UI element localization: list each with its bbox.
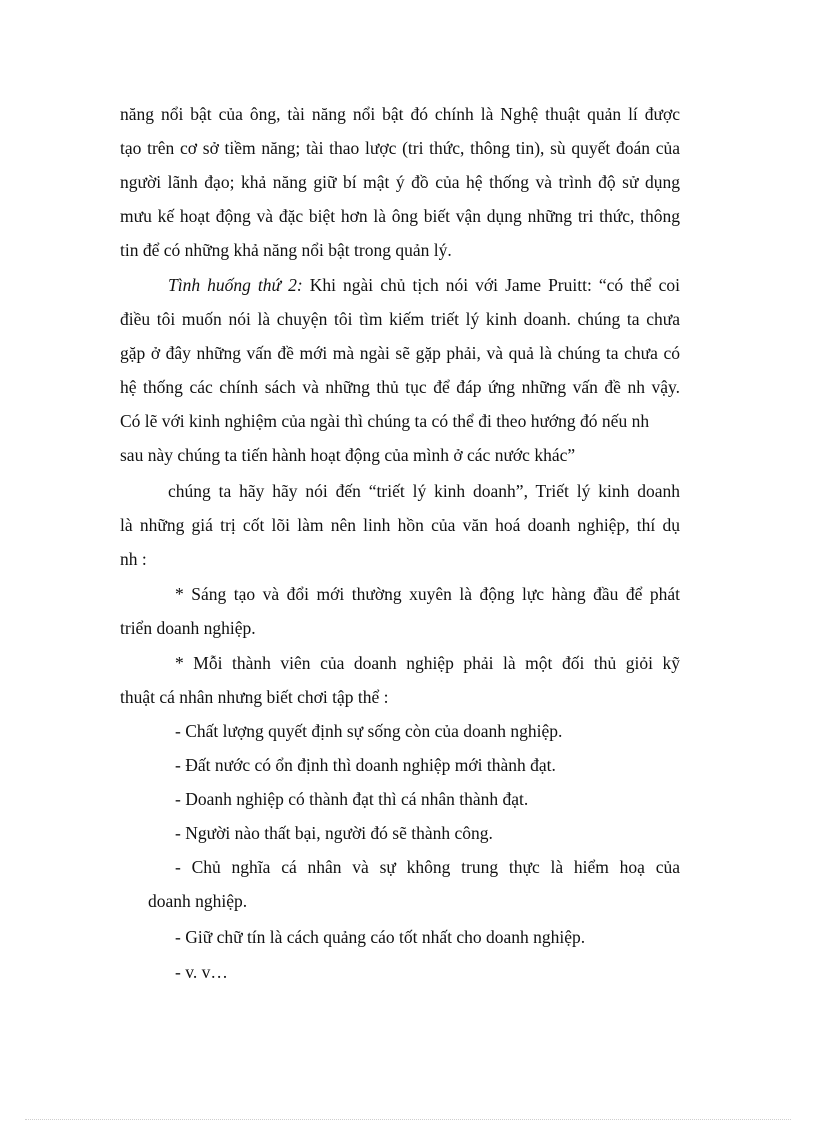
list-item: - v. v… [175, 962, 228, 982]
text-line: điều tôi muốn nói là chuyện tôi tìm kiếm triết lý kinh doanh. chúng ta chưa [120, 309, 680, 329]
list-item: - Chủ nghĩa cá nhân và sự không trung thực là hiểm hoạ của [175, 857, 680, 877]
list-item: - Chất lượng quyết định sự sống còn của doanh nghiệp. [175, 721, 563, 741]
bullet-line: * Mỗi thành viên của doanh nghiệp phải là một đối thủ giỏi kỹ [175, 653, 680, 673]
case-study-line [168, 274, 680, 296]
text-line: thuật cá nhân nhưng biết chơi tập thể : [120, 687, 389, 707]
text-line: hệ thống các chính sách và những thủ tục để đáp ứng những vấn đề nh vậy. [120, 377, 680, 397]
list-item: - Đất nước có ổn định thì doanh nghiệp mới thành đạt. [175, 755, 556, 775]
text-line: gặp ở đây những vấn đề mới mà ngài sẽ gặp phải, và quả là chúng ta chưa có [120, 343, 680, 363]
text-line: sau này chúng ta tiến hành hoạt động của mình ở các nước khác” [120, 445, 576, 465]
list-item: - Người nào thất bại, người đó sẽ thành công. [175, 823, 493, 843]
text-line: là những giá trị cốt lõi làm nên linh hồn của văn hoá doanh nghiệp, thí dụ [120, 515, 680, 535]
list-item: - Giữ chữ tín là cách quảng cáo tốt nhất cho doanh nghiệp. [175, 927, 586, 947]
case-study-text: Khi ngài chủ tịch nói với Jame Pruitt: “có thể coi [302, 275, 680, 295]
text-line: mưu kế hoạt động và đặc biệt hơn là ông biết vận dụng những tri thức, thông [120, 206, 680, 226]
bullet-line: * Sáng tạo và đổi mới thường xuyên là động lực hàng đầu để phát [175, 584, 680, 604]
text-line: tạo trên cơ sở tiềm năng; tài thao lược (tri thức, thông tin), sù quyết đoán của [120, 138, 680, 158]
text-line: triển doanh nghiệp. [120, 618, 256, 638]
text-line: chúng ta hãy hãy nói đến “triết lý kinh doanh”, Triết lý kinh doanh [168, 481, 680, 501]
case-study-label: Tình huống thứ 2: [168, 275, 303, 295]
text-line: nh : [120, 549, 147, 569]
text-line: năng nổi bật của ông, tài năng nổi bật đó chính là Nghệ thuật quản lí được [120, 104, 680, 124]
text-line: tin để có những khả năng nổi bật trong quản lý. [120, 240, 452, 260]
list-item: - Doanh nghiệp có thành đạt thì cá nhân thành đạt. [175, 789, 529, 809]
page-bottom-rule [25, 1119, 791, 1120]
text-line: doanh nghiệp. [148, 891, 248, 911]
text-line: Có lẽ với kinh nghiệm của ngài thì chúng ta có thể đi theo hướng đó nếu nh [120, 411, 650, 431]
text-line: người lãnh đạo; khả năng giữ bí mật ý đồ của hệ thống và trình độ sử dụng [120, 172, 680, 192]
